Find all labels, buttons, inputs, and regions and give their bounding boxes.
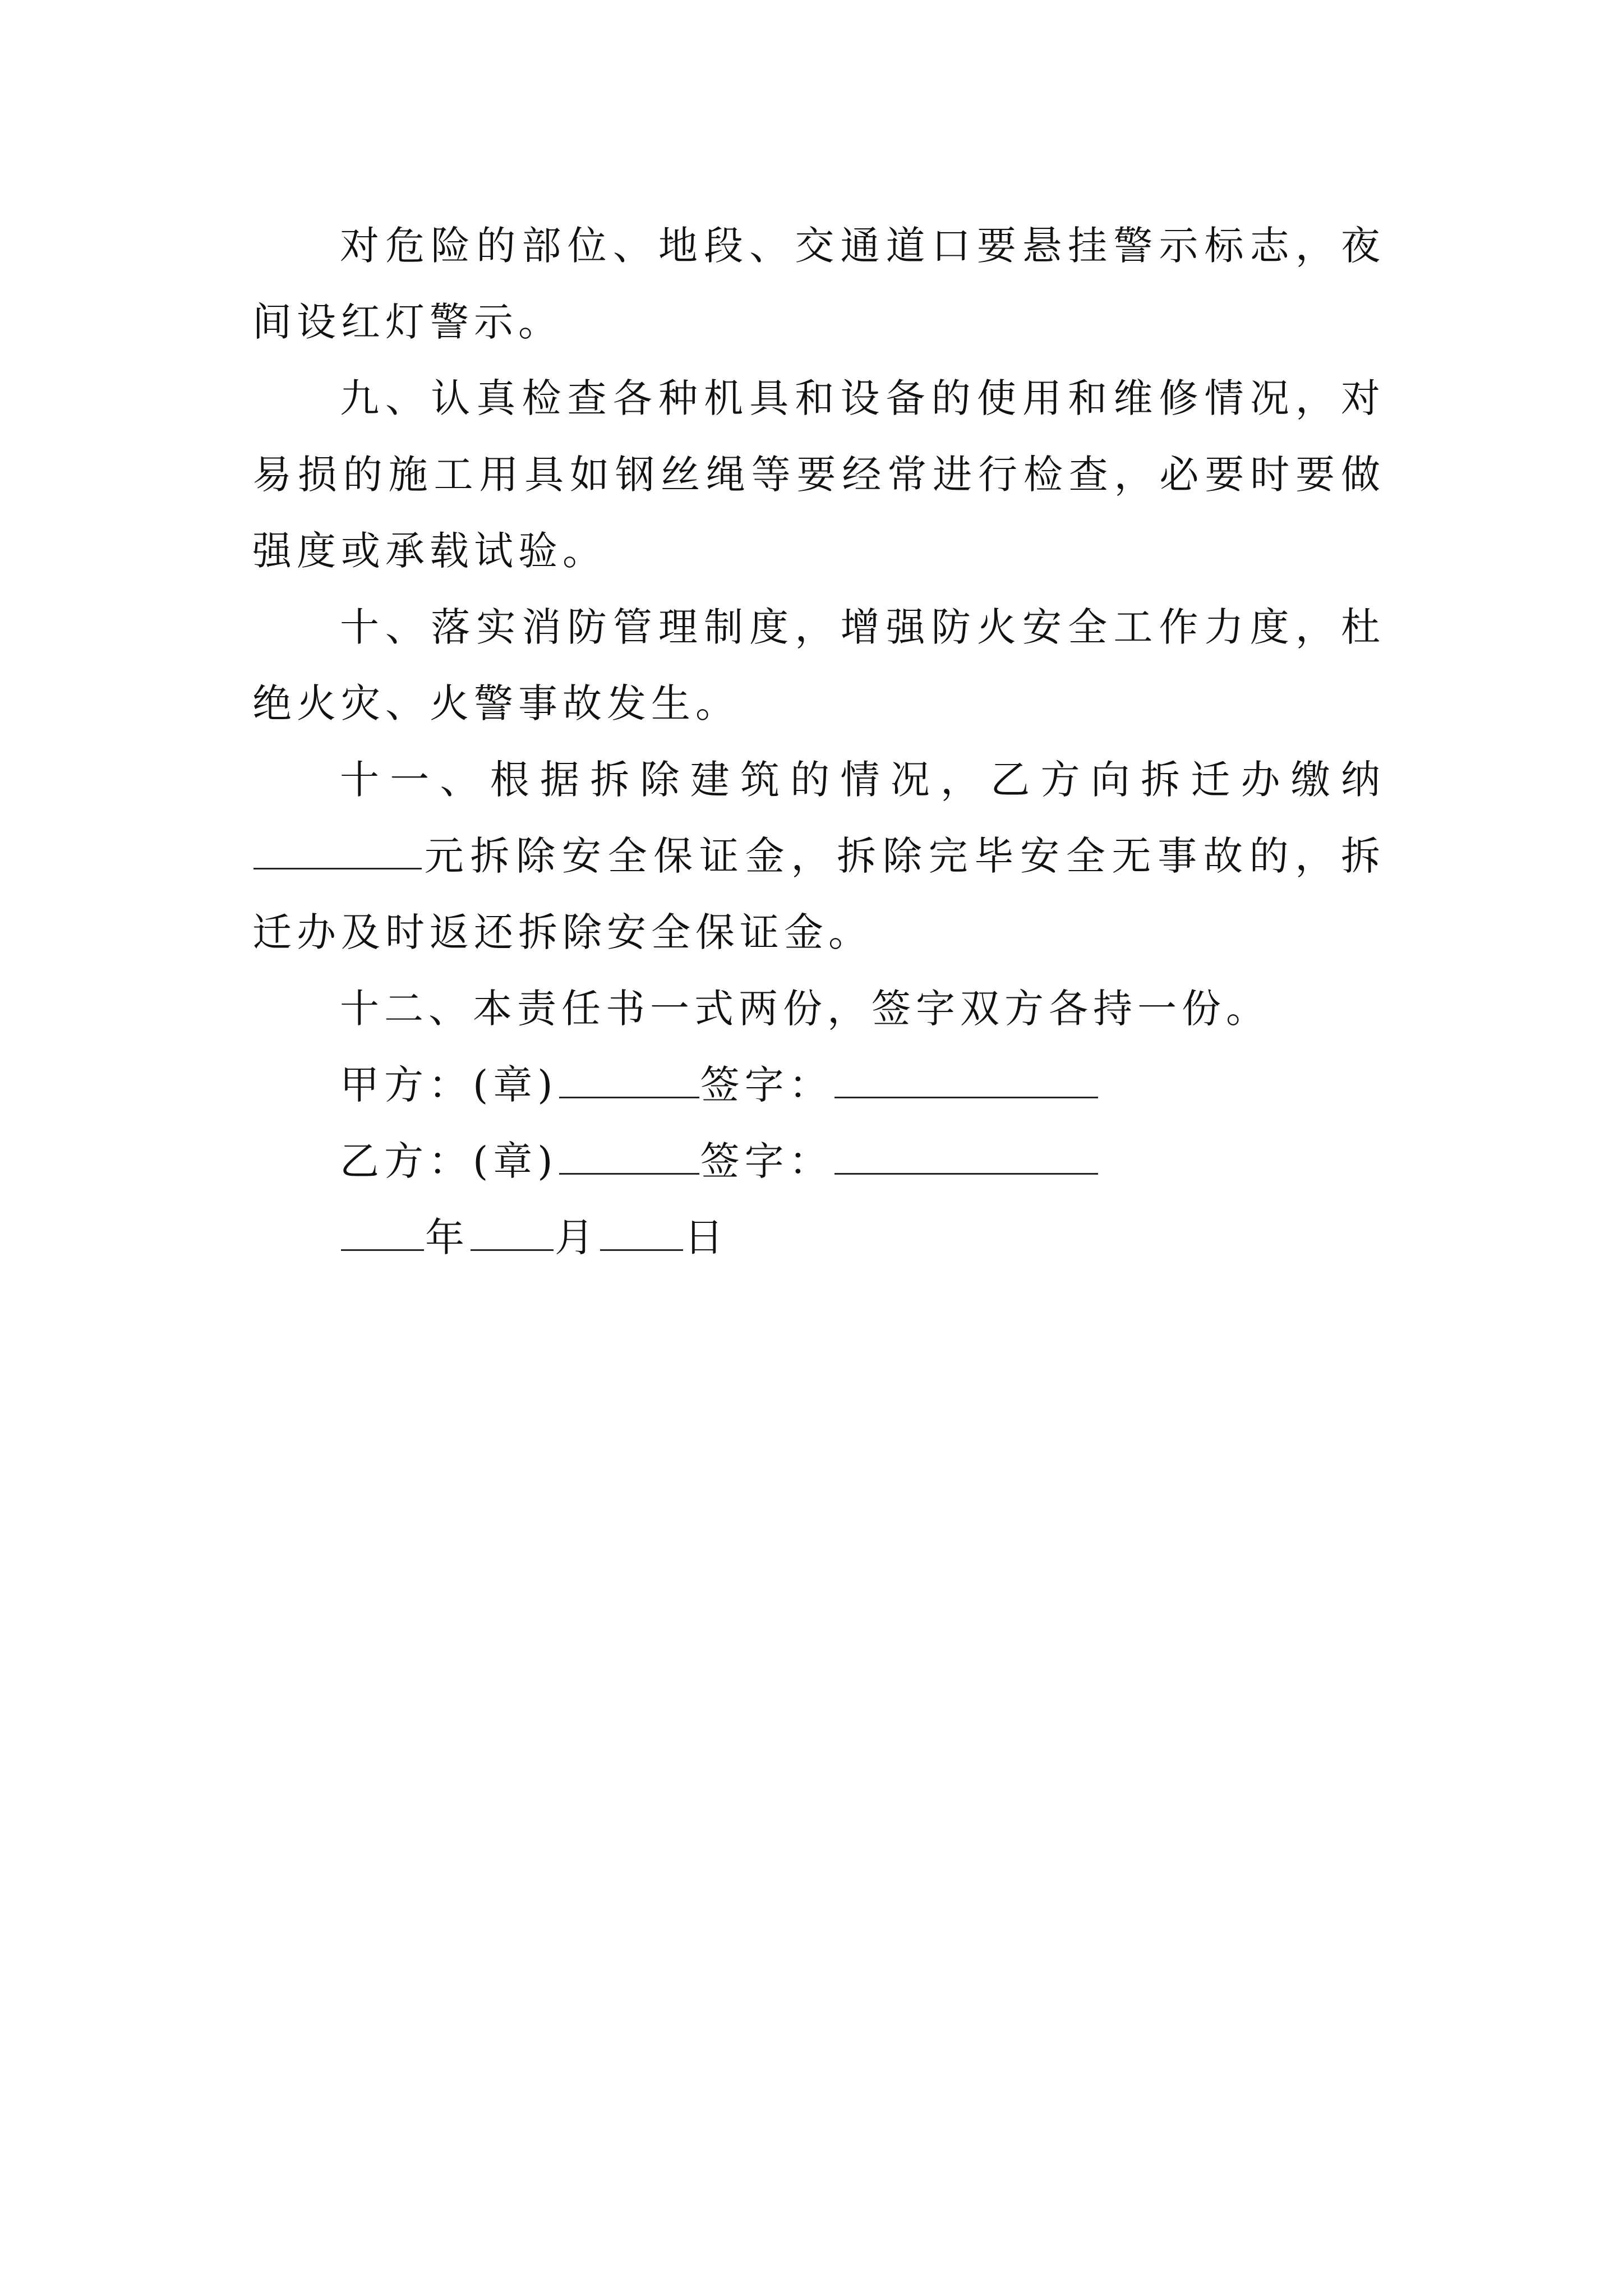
date-line xyxy=(252,1199,1385,1276)
paragraph-item-11 xyxy=(252,742,1385,970)
day-label: 日 xyxy=(684,1214,728,1260)
paragraph-item-12: 十二、本责任书一式两份，签字双方各持一份。 xyxy=(340,986,1270,1032)
deposit-amount-blank[interactable] xyxy=(253,829,422,869)
document-body xyxy=(252,208,1385,1276)
party-b-seal-blank[interactable] xyxy=(559,1134,699,1175)
party-a-seal-blank[interactable] xyxy=(559,1057,699,1098)
party-a-sign-label: 签字： xyxy=(700,1062,833,1108)
party-b-label: 乙方：(章) xyxy=(340,1138,558,1184)
year-blank[interactable] xyxy=(341,1210,424,1251)
item-11-text-before: 十一、根据拆除建筑的情况，乙方向拆迁办缴纳 xyxy=(340,757,1385,803)
party-b-sign-blank[interactable] xyxy=(834,1134,1098,1175)
party-a-label: 甲方：(章) xyxy=(340,1062,558,1108)
party-b-sign-label: 签字： xyxy=(700,1138,833,1184)
party-b-signature-line xyxy=(252,1123,1385,1199)
month-label: 月 xyxy=(555,1214,599,1260)
paragraph-item-10: 十、落实消防管理制度，增强防火安全工作力度，杜绝火灾、火警事故发生。 xyxy=(252,604,1385,726)
month-blank[interactable] xyxy=(471,1210,554,1251)
item-11-text-after: 元拆除安全保证金，拆除完毕安全无事故的，拆迁办及时返还拆除安全保证金。 xyxy=(252,833,1385,955)
day-blank[interactable] xyxy=(600,1210,683,1251)
party-a-sign-blank[interactable] xyxy=(834,1057,1098,1098)
paragraph-item-9: 九、认真检查各种机具和设备的使用和维修情况，对易损的施工用具如钢丝绳等要经常进行检查，必要时要做强度或承载试验。 xyxy=(252,375,1385,574)
paragraph-hazard-signs: 对危险的部位、地段、交通道口要悬挂警示标志，夜间设红灯警示。 xyxy=(252,223,1385,345)
year-label: 年 xyxy=(425,1214,469,1260)
party-a-signature-line xyxy=(252,1047,1385,1123)
